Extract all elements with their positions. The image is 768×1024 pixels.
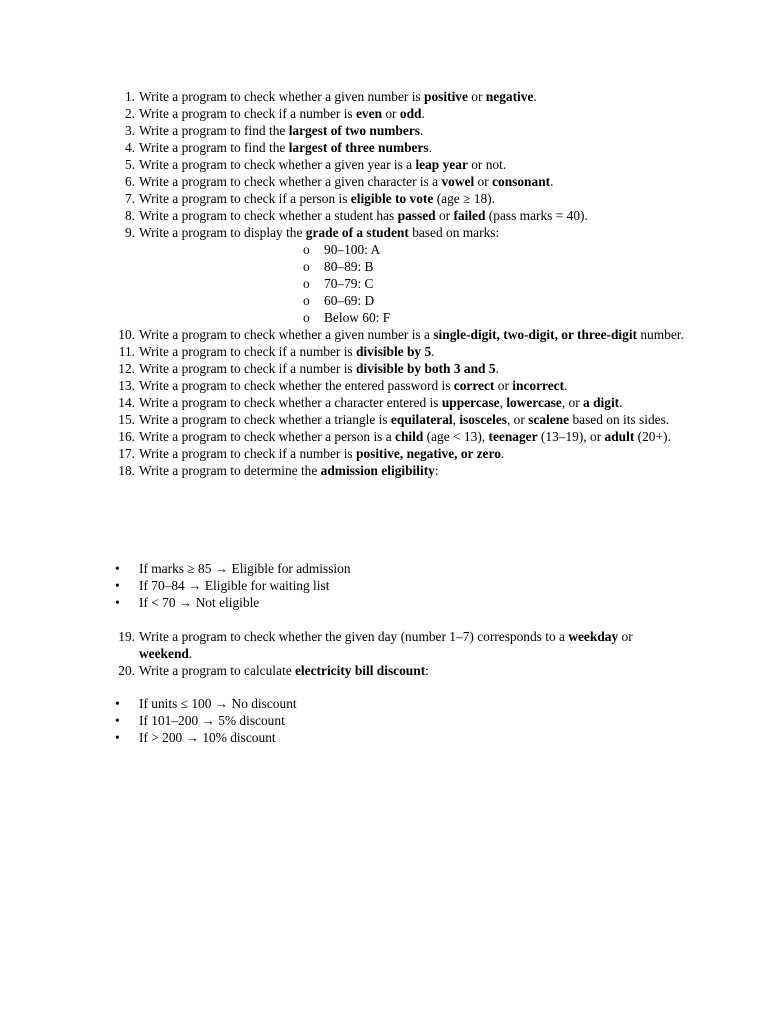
list-item: 1. Write a program to check whether a given number is positive or negative.: [124, 89, 537, 104]
list-item: 9. Write a program to display the grade of a student based on marks: o 90–100: A o 80–89: B o 70–79: C o 60–69: D o Below 60: F: [0, 224, 684, 326]
question-list-part3: [0, 628, 768, 679]
list-item: 15. Write a program to check whether a triangle is equilateral, isosceles, or scalene based on its sides.: [118, 412, 670, 427]
grade-sublist: [139, 241, 684, 326]
grade-item: o 90–100: A: [303, 242, 381, 257]
list-item: 13. Write a program to check whether the entered password is correct or incorrect.: [118, 378, 568, 393]
list-item: 6. Write a program to check whether a given character is a vowel or consonant.: [124, 174, 554, 189]
list-item: 2. Write a program to check if a number is even or odd.: [124, 106, 425, 121]
list-item: 11. Write a program to check if a number is divisible by 5.: [118, 344, 435, 359]
list-item: 14. Write a program to check whether a character entered is uppercase, lowercase, or a digit.: [118, 395, 623, 410]
list-item: 12. Write a program to check if a number is divisible by both 3 and 5.: [118, 361, 499, 376]
admission-criteria-list: [0, 560, 768, 611]
grade-item: o Below 60: F: [303, 310, 391, 325]
list-item: 19. Write a program to check whether the given day (number 1–7) corresponds to a weekday or weekend.: [118, 629, 633, 661]
grade-item: o 80–89: B: [303, 259, 374, 274]
grade-item: o 60–69: D: [303, 293, 375, 308]
list-item: 5. Write a program to check whether a given year is a leap year or not.: [124, 157, 507, 172]
discount-criteria-list: [0, 695, 768, 746]
list-item: 4. Write a program to find the largest of three numbers.: [124, 140, 433, 155]
question-list-part1: [0, 88, 768, 479]
list-item: 3. Write a program to find the largest of two numbers.: [124, 123, 424, 138]
list-item: • If 101–200 → 5% discount: [115, 713, 285, 728]
list-item: 8. Write a program to check whether a student has passed or failed (pass marks = 40).: [124, 208, 588, 223]
list-item: • If < 70 → Not eligible: [115, 595, 260, 610]
list-item: 7. Write a program to check if a person is eligible to vote (age ≥ 18).: [124, 191, 495, 206]
list-item: • If units ≤ 100 → No discount: [115, 696, 297, 711]
list-item: 17. Write a program to check if a number is positive, negative, or zero.: [118, 446, 505, 461]
grade-item: o 70–79: C: [303, 276, 374, 291]
list-item: 16. Write a program to check whether a person is a child (age < 13), teenager (13–19), or adult (20+).: [118, 429, 671, 444]
list-item: • If marks ≥ 85 → Eligible for admission: [115, 561, 351, 576]
list-item: 20. Write a program to calculate electricity bill discount:: [118, 663, 429, 678]
list-item: 18. Write a program to determine the admission eligibility:: [118, 463, 439, 478]
list-item: 10. Write a program to check whether a given number is a single-digit, two-digit, or three-digit number.: [118, 327, 684, 342]
list-item: • If > 200 → 10% discount: [115, 730, 276, 745]
list-item: • If 70–84 → Eligible for waiting list: [115, 578, 330, 593]
